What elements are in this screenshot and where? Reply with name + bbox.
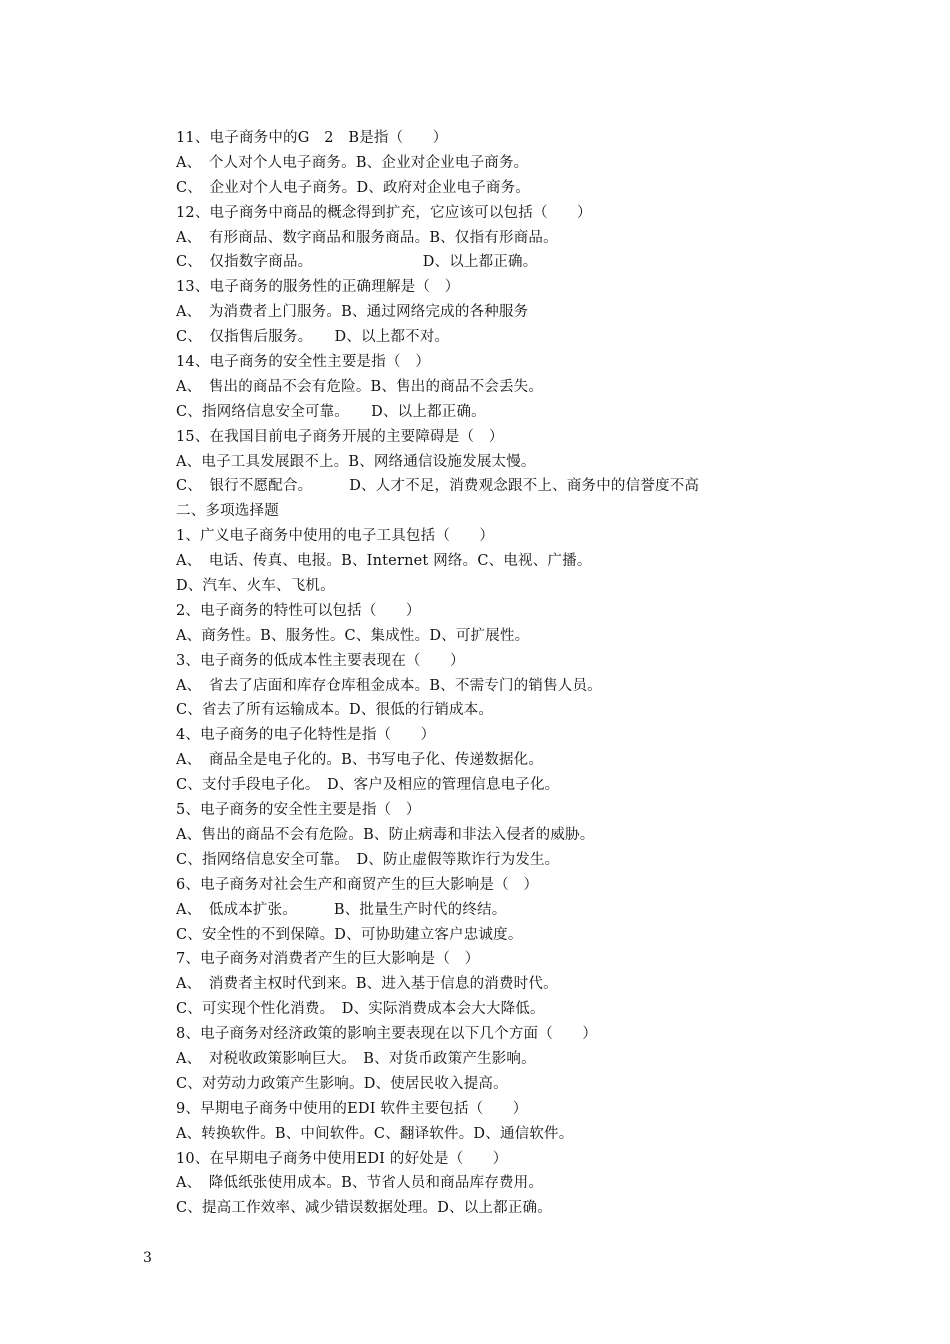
- text-line: C、 企业对个人电子商务。D、政府对企业电子商务。: [176, 179, 530, 196]
- text-line: C、省去了所有运输成本。D、很低的行销成本。: [176, 702, 494, 719]
- text-line: 12、电子商务中商品的概念得到扩充，它应该可以包括（ ）: [176, 204, 592, 221]
- text-line: A、电子工具发展跟不上。B、网络通信设施发展太慢。: [176, 453, 536, 470]
- text-line: A、 降低纸张使用成本。B、节省人员和商品库存费用。: [176, 1175, 544, 1192]
- text-line: C、安全性的不到保障。D、可协助建立客户忠诚度。: [176, 926, 523, 943]
- document-body: [176, 126, 816, 1221]
- text-line: A、转换软件。B、中间软件。C、翻译软件。D、通信软件。: [176, 1125, 574, 1142]
- text-line: 2、电子商务的特性可以包括（ ）: [176, 602, 421, 619]
- text-line: C、指网络信息安全可靠。 D、以上都正确。: [176, 403, 486, 420]
- text-line: A、售出的商品不会有危险。B、防止病毒和非法入侵者的威胁。: [176, 826, 595, 843]
- text-line: C、 仅指售后服务。 D、以上都不对。: [176, 329, 450, 346]
- text-line: C、对劳动力政策产生影响。D、使居民收入提高。: [176, 1075, 508, 1092]
- text-line: 6、电子商务对社会生产和商贸产生的巨大影响是（ ）: [176, 876, 539, 893]
- text-line: 15、在我国目前电子商务开展的主要障碍是（ ）: [176, 428, 504, 445]
- text-line: 4、电子商务的电子化特性是指（ ）: [176, 727, 436, 744]
- page-number: 3: [143, 1250, 152, 1266]
- text-line: A、 有形商品、数字商品和服务商品。B、仅指有形商品。: [176, 229, 558, 246]
- text-line: C、指网络信息安全可靠。 D、防止虚假等欺诈行为发生。: [176, 851, 560, 868]
- text-line: 二、多项选择题: [176, 503, 279, 520]
- text-line: 3、电子商务的低成本性主要表现在（ ）: [176, 652, 465, 669]
- text-line: C、可实现个性化消费。 D、实际消费成本会大大降低。: [176, 1001, 545, 1018]
- text-line: 10、在早期电子商务中使用EDI 的好处是（ ）: [176, 1150, 508, 1167]
- text-line: A、 省去了店面和库存仓库租金成本。B、不需专门的销售人员。: [176, 677, 602, 694]
- text-line: A、 对税收政策影响巨大。 B、对货币政策产生影响。: [176, 1050, 536, 1067]
- text-line: 7、电子商务对消费者产生的巨大影响是（ ）: [176, 951, 480, 968]
- text-line: 8、电子商务对经济政策的影响主要表现在以下几个方面（ ）: [176, 1026, 598, 1043]
- text-line: A、 商品全是电子化的。B、书写电子化、传递数据化。: [176, 752, 544, 769]
- text-line: C、提高工作效率、减少错误数据处理。D、以上都正确。: [176, 1200, 552, 1217]
- text-line: 1、广义电子商务中使用的电子工具包括（ ）: [176, 528, 495, 545]
- text-line: 5、电子商务的安全性主要是指（ ）: [176, 802, 421, 819]
- text-line: A、商务性。B、服务性。C、集成性。D、可扩展性。: [176, 627, 530, 644]
- text-line: 13、电子商务的服务性的正确理解是（ ）: [176, 279, 460, 296]
- text-line: 14、电子商务的安全性主要是指（ ）: [176, 354, 431, 371]
- text-line: C、 仅指数字商品。 D、以上都正确。: [176, 254, 538, 271]
- text-line: A、 低成本扩张。 B、批量生产时代的终结。: [176, 901, 507, 918]
- text-line: A、 个人对个人电子商务。B、企业对企业电子商务。: [176, 154, 529, 171]
- text-line: A、 为消费者上门服务。B、通过网络完成的各种服务: [176, 304, 529, 321]
- text-line: 11、电子商务中的G 2 B是指（ ）: [176, 130, 448, 146]
- text-line: A、 售出的商品不会有危险。B、售出的商品不会丢失。: [176, 378, 544, 395]
- text-line: C、支付手段电子化。 D、客户及相应的管理信息电子化。: [176, 777, 560, 794]
- text-line: D、汽车、火车、飞机。: [176, 578, 335, 595]
- text-line: A、 电话、传真、电报。B、Internet 网络。C、电视、广播。: [176, 553, 592, 570]
- text-line: A、 消费者主权时代到来。B、进入基于信息的消费时代。: [176, 976, 558, 993]
- text-line: C、 银行不愿配合。 D、人才不足，消费观念跟不上、商务中的信誉度不高: [176, 478, 700, 495]
- text-line: 9、早期电子商务中使用的EDI 软件主要包括（ ）: [176, 1100, 528, 1117]
